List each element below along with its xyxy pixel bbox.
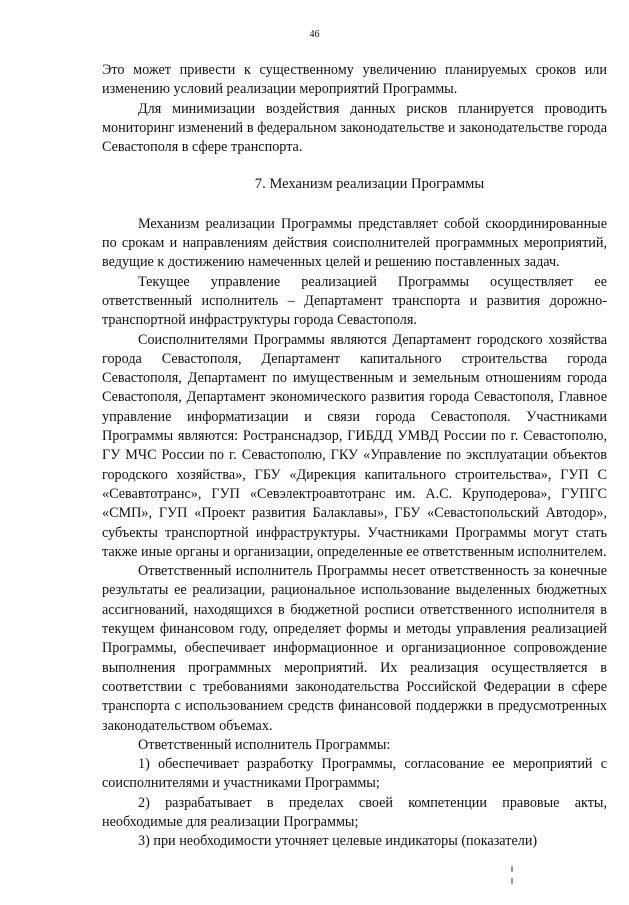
body-paragraph: Механизм реализации Программы представляет собой скоординированные по срокам и направлениям действия соисполнителей программных мероприятий, ведущие к достижению намеченных целей и решению поставленных задач. xyxy=(102,215,607,271)
intro-paragraph: Для минимизации воздействия данных рисков планируется проводить мониторинг изменений в федеральном законодательстве и законодательстве города Севастополя в сфере транспорта. xyxy=(102,100,607,156)
scan-artifact-mark xyxy=(511,866,513,872)
body-paragraph: Соисполнителями Программы являются Департамент городского хозяйства города Севастополя, Департамент капитального строительства города Севастополя, Департамент по имущественным и земельным отношениям города Севастополя, Департамент экономического развития города Севастополя, Главное управление информатизации и связи города Севастополя. Участниками Программы являются: Ространснадзор, ГИБДД УМВД России по г. Севастополю, ГУ МЧС России по г. Севастополю, ГКУ «Управление по эксплуатации объектов городского хозяйства», ГБУ «Дирекция капитального строительства», ГУП С «Севавтотранс», ГУП «Севэлектроавтотранс им. А.С. Круподерова», ГУПГС «СМП», ГУП «Проект развития Балаклавы», ГБУ «Севастопольский Автодор», субъекты транспортной инфраструктуры. Участниками Программы могут стать также иные органы и организации, определенные ее ответственным исполнителем. xyxy=(102,331,607,560)
scan-artifact-mark xyxy=(511,878,513,884)
intro-paragraph: Это может привести к существенному увеличению планируемых сроков или изменению условий реализации мероприятий Программы. xyxy=(102,62,607,98)
body-paragraph: Ответственный исполнитель Программы несет ответственность за конечные результаты ее реализации, рациональное использование выделенных бюджетных ассигнований, находящихся в бюджетной росписи ответственного исполнителя в текущем финансовом году, определяет формы и методы управления реализацией Программы, обеспечивает информационное и организационное сопровождение выполнения программных мероприятий. Их реализация осуществляется в соответствии с требованиями законодательства Российской Федерации в сфере транспорта с использованием средств финансовой поддержки в предусмотренных законодательством объемах. xyxy=(102,563,607,734)
list-item: 3) при необходимости уточняет целевые индикаторы (показатели) xyxy=(138,833,538,850)
page-number: 46 xyxy=(309,29,320,40)
body-paragraph: Ответственный исполнитель Программы: xyxy=(138,736,391,753)
body-paragraph: Текущее управление реализацией Программы осуществляет ее ответственный исполнитель – Департамент транспорта и развития дорожно-транспортной инфраструктуры города Севастополя. xyxy=(102,273,607,329)
document-body xyxy=(102,61,607,852)
list-item: 2) разрабатывает в пределах своей компетенции правовые акты, необходимые для реализации Программы; xyxy=(102,794,607,830)
list-item: 1) обеспечивает разработку Программы, согласование ее мероприятий с соисполнителями и участниками Программы; xyxy=(102,756,607,792)
section-heading: 7. Механизм реализации Программы xyxy=(254,176,485,193)
